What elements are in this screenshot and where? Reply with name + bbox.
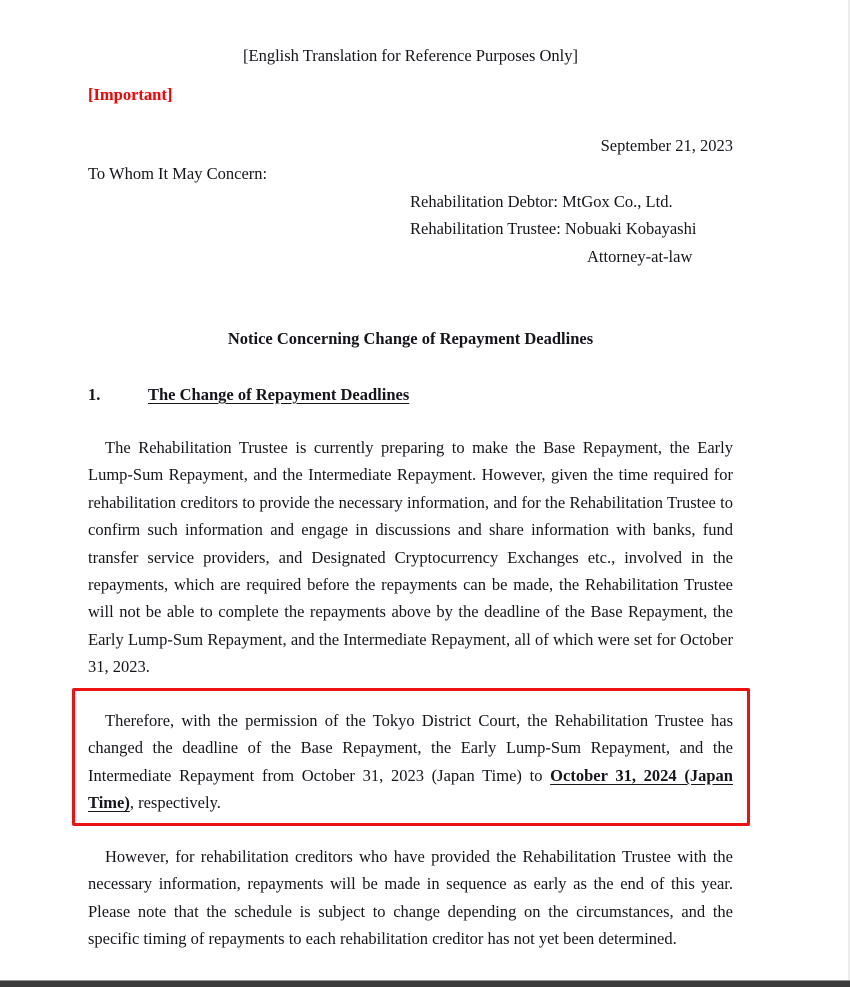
important-label: [Important] <box>88 85 173 104</box>
debtor-line: Rehabilitation Debtor: MtGox Co., Ltd. <box>410 192 673 211</box>
salutation: To Whom It May Concern: <box>88 164 268 183</box>
document-title: Notice Concerning Change of Repayment Deadlines <box>227 329 594 348</box>
highlight-box <box>72 688 750 826</box>
emphasis-new-deadline: October 31, 2024 (Japan Time) <box>88 765 733 813</box>
paragraph-3: However, for rehabilitation creditors who have provided the Rehabilitation Trustee with the necessary information, repayments will be made in sequence as early as the end of this year. Please note that the schedule is subject to change depending on the circumstances, and the specific timing of repayments to each rehabilitation creditor has not yet been determined. <box>88 847 733 949</box>
trustee-line: Rehabilitation Trustee: Nobuaki Kobayashi <box>410 219 697 238</box>
section-number: 1. <box>88 385 101 404</box>
boxed-paragraph <box>88 707 733 817</box>
boxed-paragraph-text: Therefore, with the permission of the Tokyo District Court, the Rehabilitation Trustee has changed the deadline of the Base Repayment, the Early Lump-Sum Repayment, and the Intermediate Repayment from October 31, 2023 (Japan Time) to <box>88 711 733 785</box>
trustee-title: Attorney-at-law <box>587 247 693 266</box>
bottom-bar <box>0 980 850 987</box>
date-line: September 21, 2023 <box>600 136 733 155</box>
translation-note: [English Translation for Reference Purposes Only] <box>243 46 578 65</box>
paragraph-1: The Rehabilitation Trustee is currently preparing to make the Base Repayment, the Early Lump-Sum Repayment, and the Intermediate Repayment. However, given the time required for rehabilitation creditors to provide the necessary information, and for the Rehabilitation Trustee to confirm such information and engage in discussions and share information with banks, fund transfer service providers, and Designated Cryptocurrency Exchanges etc., involved in the repayments, which are required before the repayments can be made, the Rehabilitation Trustee will not be able to complete the repayments above by the deadline of the Base Repayment, the Early Lump-Sum Repayment, and the Intermediate Repayment, all of which were set for October 31, 2023. <box>88 438 733 677</box>
boxed-paragraph-tail: , respectively. <box>129 793 221 813</box>
document-content <box>88 0 733 987</box>
section-heading: The Change of Repayment Deadlines <box>148 385 410 404</box>
